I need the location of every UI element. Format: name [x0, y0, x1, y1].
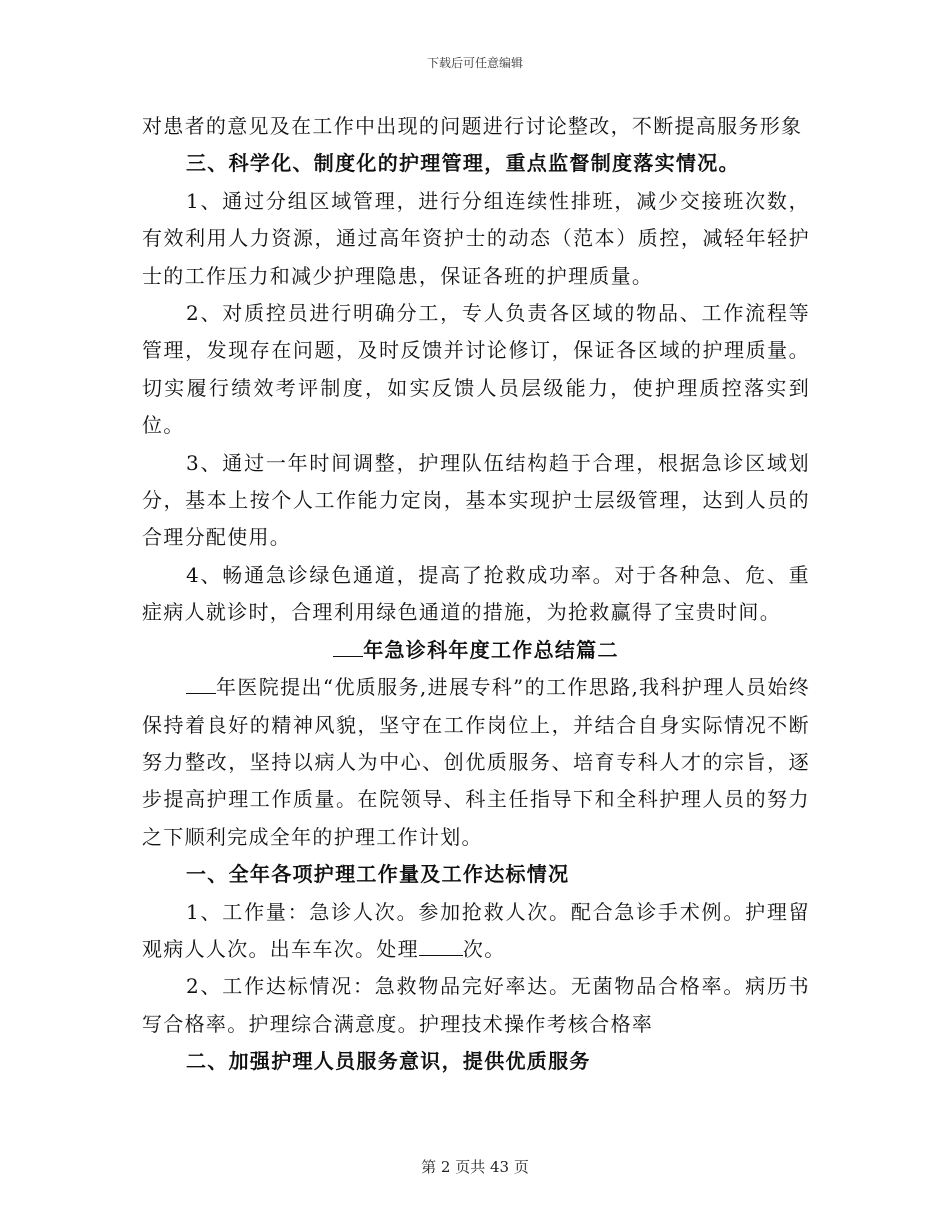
work-item-1 [142, 894, 810, 969]
article-title-text: 年急诊科年度工作总结篇二 [363, 637, 619, 662]
list-item-1: 1、通过分组区域管理，进行分组连续性排班，减少交接班次数，有效利用人力资源，通过高年资护士的动态（范本）质控，减轻年轻护士的工作压力和减少护理隐患，保证各班的护理质量。 [142, 188, 810, 288]
list-item-2: 2、对质控员进行明确分工，专人负责各区域的物品、工作流程等管理，发现存在问题，及时反馈并讨论修订，保证各区域的护理质量。切实履行绩效考评制度，如实反馈人员层级能力，使护理质控落实到位。 [142, 301, 810, 438]
header-note: 下载后可任意编辑 [426, 56, 523, 70]
document-body [142, 108, 810, 1081]
blank-underline [186, 675, 216, 694]
list-item-3: 3、通过一年时间调整，护理队伍结构趋于合理，根据急诊区域划分，基本上按个人工作能力定岗，基本实现护士层级管理，达到人员的合理分配使用。 [142, 450, 810, 550]
section-heading-2: 二、加强护理人员服务意识，提供优质服务 [186, 1049, 591, 1074]
work-item-1-suffix: 次。 [462, 936, 506, 961]
intro-paragraph [142, 669, 810, 856]
page-number: 第 2 页共 43 页 [421, 1158, 529, 1176]
blank-underline [333, 638, 363, 657]
work-item-1-text: 1、工作量：急诊人次。参加抢救人次。配合急诊手术例。护理留观病人人次。出车车次。处理 [142, 899, 810, 961]
intro-text: 年医院提出“优质服务,进展专科”的工作思路,我科护理人员始终保持着良好的精神风貌，坚守在工作岗位上，并结合自身实际情况不断努力整改，坚持以病人为中心、创优质服务、培育专科人才的宗旨，逐步提高护理工作质量。在院领导、科主任指导下和全科护理人员的努力之下顺利完成全年的护理工作计划。 [142, 675, 810, 849]
list-item-4: 4、畅通急诊绿色通道，提高了抢救成功率。对于各种急、危、重症病人就诊时，合理利用绿色通道的措施，为抢救赢得了宝贵时间。 [142, 562, 810, 625]
section-heading-3: 三、科学化、制度化的护理管理，重点监督制度落实情况。 [186, 151, 740, 176]
section-heading-1: 一、全年各项护理工作量及工作达标情况 [186, 862, 570, 887]
paragraph-continuation: 对患者的意见及在工作中出现的问题进行讨论整改，不断提高服务形象 [142, 114, 803, 138]
blank-underline [419, 937, 463, 956]
work-item-2: 2、工作达标情况：急救物品完好率达。无菌物品合格率。病历书写合格率。护理综合满意度。护理技术操作考核合格率 [142, 974, 810, 1036]
article-title [142, 632, 810, 669]
